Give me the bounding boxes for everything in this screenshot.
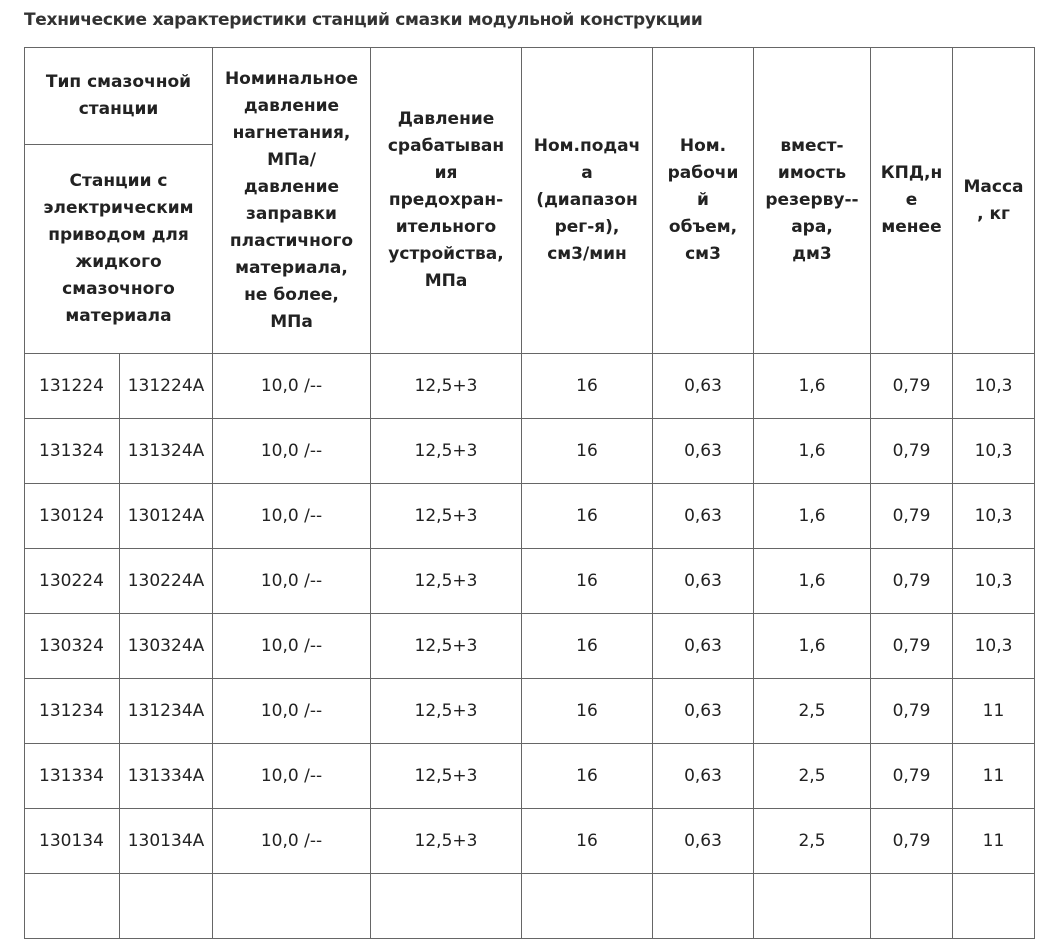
table-cell: 130124А [120, 484, 213, 549]
table-cell: 10,0 /-- [213, 809, 371, 874]
table-cell: 130124 [25, 484, 120, 549]
table-cell: 0,63 [653, 744, 754, 809]
header-efficiency: КПД,н е менее [871, 48, 953, 354]
table-cell: 12,5+3 [371, 679, 522, 744]
table-row [25, 419, 1035, 484]
table-cell [871, 874, 953, 939]
table-cell: 0,63 [653, 354, 754, 419]
table-cell: 131324 [25, 419, 120, 484]
table-cell: 2,5 [754, 809, 871, 874]
table-row [25, 614, 1035, 679]
table-cell: 130134А [120, 809, 213, 874]
table-cell: 12,5+3 [371, 614, 522, 679]
table-row [25, 484, 1035, 549]
table-cell [653, 874, 754, 939]
table-cell: 10,0 /-- [213, 614, 371, 679]
table-cell: 16 [522, 354, 653, 419]
table-cell [371, 874, 522, 939]
table-cell: 16 [522, 549, 653, 614]
table-cell: 12,5+3 [371, 354, 522, 419]
header-flow: Ном.подач а (диапазон рег-я), см3/мин [522, 48, 653, 354]
table-cell: 10,0 /-- [213, 419, 371, 484]
table-cell: 131334А [120, 744, 213, 809]
table-cell: 0,63 [653, 679, 754, 744]
table-cell: 0,63 [653, 419, 754, 484]
header-capacity: вмест- имость резерву-- ара, дм3 [754, 48, 871, 354]
table-cell: 10,3 [953, 419, 1035, 484]
table-cell [754, 874, 871, 939]
table-cell: 130324А [120, 614, 213, 679]
table-row [25, 809, 1035, 874]
table-cell: 0,79 [871, 354, 953, 419]
table-cell: 0,79 [871, 809, 953, 874]
table-cell: 1,6 [754, 549, 871, 614]
table-cell: 0,79 [871, 484, 953, 549]
table-row [25, 549, 1035, 614]
table-cell: 16 [522, 744, 653, 809]
table-cell: 131224А [120, 354, 213, 419]
table-cell: 11 [953, 809, 1035, 874]
table-cell: 12,5+3 [371, 419, 522, 484]
header-electric-stations: Станции с электрическим приводом для жидкого смазочного материала [25, 145, 213, 354]
table-cell: 10,0 /-- [213, 484, 371, 549]
table-cell: 130134 [25, 809, 120, 874]
table-cell: 16 [522, 614, 653, 679]
table-cell: 130324 [25, 614, 120, 679]
table-cell: 10,3 [953, 549, 1035, 614]
table-cell: 10,0 /-- [213, 354, 371, 419]
table-cell: 16 [522, 679, 653, 744]
table-cell: 10,0 /-- [213, 744, 371, 809]
table-cell [120, 874, 213, 939]
table-cell: 10,0 /-- [213, 549, 371, 614]
table-row [25, 354, 1035, 419]
table-cell: 1,6 [754, 614, 871, 679]
table-cell: 11 [953, 679, 1035, 744]
table-cell: 11 [953, 744, 1035, 809]
table-cell [25, 874, 120, 939]
table-cell: 130224 [25, 549, 120, 614]
table-cell: 16 [522, 419, 653, 484]
table-cell: 0,79 [871, 419, 953, 484]
table-cell: 0,79 [871, 614, 953, 679]
table-cell [522, 874, 653, 939]
table-cell: 10,3 [953, 354, 1035, 419]
specs-table [24, 47, 1035, 939]
table-row [25, 874, 1035, 939]
table-cell: 1,6 [754, 484, 871, 549]
table-cell: 0,63 [653, 549, 754, 614]
table-cell [213, 874, 371, 939]
table-cell: 10,3 [953, 484, 1035, 549]
table-cell: 10,0 /-- [213, 679, 371, 744]
header-mass: Масса , кг [953, 48, 1035, 354]
table-row [25, 744, 1035, 809]
table-cell: 0,63 [653, 484, 754, 549]
table-cell: 130224А [120, 549, 213, 614]
table-cell: 0,79 [871, 679, 953, 744]
table-cell: 1,6 [754, 419, 871, 484]
table-cell: 16 [522, 484, 653, 549]
table-cell: 12,5+3 [371, 549, 522, 614]
table-cell: 131234 [25, 679, 120, 744]
table-cell: 12,5+3 [371, 809, 522, 874]
table-cell: 0,63 [653, 809, 754, 874]
table-cell: 131334 [25, 744, 120, 809]
table-cell: 1,6 [754, 354, 871, 419]
table-cell: 131234А [120, 679, 213, 744]
table-cell: 0,79 [871, 744, 953, 809]
header-work-volume: Ном. рабочи й объем, см3 [653, 48, 754, 354]
table-cell: 0,63 [653, 614, 754, 679]
table-cell: 2,5 [754, 744, 871, 809]
table-cell: 10,3 [953, 614, 1035, 679]
table-cell: 131224 [25, 354, 120, 419]
table-cell: 131324А [120, 419, 213, 484]
table-row [25, 679, 1035, 744]
table-cell: 12,5+3 [371, 744, 522, 809]
table-cell: 12,5+3 [371, 484, 522, 549]
table-cell: 16 [522, 809, 653, 874]
table-cell: 2,5 [754, 679, 871, 744]
table-cell: 0,79 [871, 549, 953, 614]
header-relief-pressure: Давление срабатыван ия предохран- ительного устройства, МПа [371, 48, 522, 354]
table-cell [953, 874, 1035, 939]
page-title: Технические характеристики станций смазки модульной конструкции [24, 10, 703, 30]
header-nominal-pressure: Номинальное давление нагнетания, МПа/ давление заправки пластичного материала, не более, МПа [213, 48, 371, 354]
header-station-type: Тип смазочной станции [25, 48, 213, 145]
